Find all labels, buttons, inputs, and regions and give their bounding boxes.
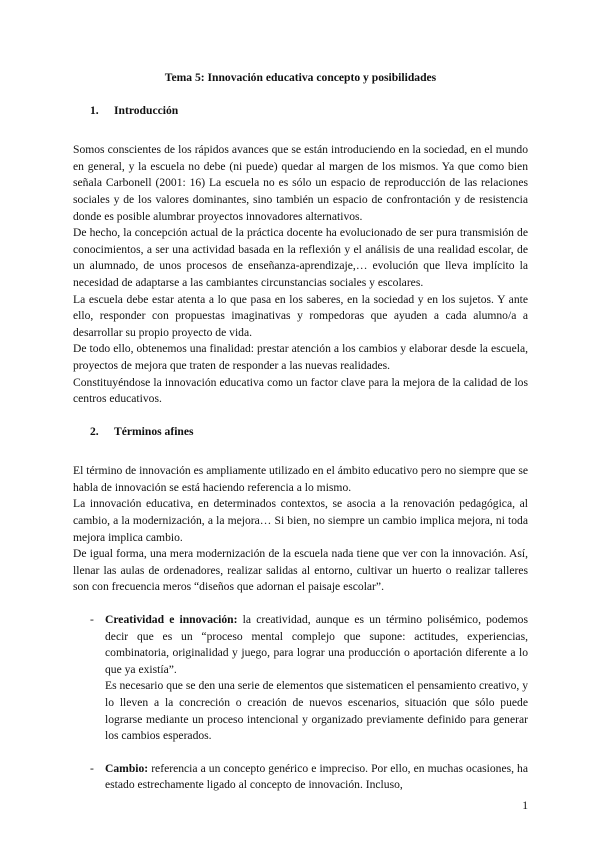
document-title: Tema 5: Innovación educativa concepto y posibilidades: [164, 71, 437, 84]
paragraph: El término de innovación es ampliamente utilizado en el ámbito educativo pero no siempre que se habla de innovación se está haciendo referencia a lo mismo.: [73, 464, 528, 494]
section-number: 2.: [90, 424, 99, 438]
bullet-cambio: [73, 761, 528, 794]
bullet-text: [105, 612, 528, 678]
bullet-dash: -: [90, 613, 94, 627]
bullet-text: [105, 761, 528, 794]
bullet-extra: Es necesario que se den una serie de elementos que sistematicen el pensamiento creativo, y lo lleven a la concreción o creación de nuevos escenarios, situación que sólo puede lograrse mediante un proceso intencional y organizado previamente definido para generar los cambios esperados.: [105, 679, 528, 743]
section-heading-terminos-afines: [90, 424, 528, 441]
bullet-dash: -: [90, 761, 94, 775]
bullet-body: referencia a un concepto genérico e impreciso. Por ello, en muchas ocasiones, ha estado estrechamente ligado al concepto de innovación. Incluso,: [105, 761, 528, 792]
paragraph: Constituyéndose la innovación educativa como un factor clave para la mejora de la calidad de los centros educativos.: [73, 375, 528, 406]
bullet-creatividad: [73, 612, 528, 745]
page-number: 1: [522, 799, 528, 812]
bullet-body: la creatividad, aunque es un término polisémico, podemos decir que es un “proceso mental complejo que supone: actitudes, experiencias, combinatoria, originalidad y juego, para lograr una producción o aportación diferente a lo que ya existía”.: [105, 613, 528, 676]
section-number: 1.: [90, 103, 99, 117]
paragraph: De todo ello, obtenemos una finalidad: prestar atención a los cambios y elaborar desde la escuela, proyectos de mejora que traten de responder a las nuevas realidades.: [73, 342, 528, 372]
section-title: Introducción: [114, 103, 179, 117]
paragraph: Somos conscientes de los rápidos avances que se están introduciendo en la sociedad, en el mundo en general, y la escuela no debe (ni puede) quedar al margen de los mismos. Ya que como bien señala Carbonell (2001: 16) La escuela no es sólo un espacio de reproducción de las relaciones sociales y de los valores dominantes, sino también un espacio de confrontación y de resistencia donde es posible alumbrar proyectos innovadores alternativos.: [73, 143, 528, 223]
section-heading-introduccion: [90, 103, 528, 120]
paragraph: De igual forma, una mera modernización de la escuela nada tiene que ver con la innovación. Así, llenar las aulas de ordenadores, realizar salidas al entorno, cultivar un huerto o realizar talleres son con frecuencia meros “diseños que adornan el paisaje escolar”.: [73, 547, 528, 594]
bullet-term: Cambio:: [105, 761, 149, 775]
bullet-term: Creatividad e innovación:: [105, 613, 238, 627]
document-page: [73, 70, 528, 794]
paragraph: La innovación educativa, en determinados contextos, se asocia a la renovación pedagógica, al cambio, a la modernización, a la mejora… Si bien, no siempre un cambio implica mejora, ni toda mejora implica cambio.: [73, 497, 528, 544]
paragraph: De hecho, la concepción actual de la práctica docente ha evolucionado de ser pura transmisión de conocimientos, a ser una actividad basada en la reflexión y el análisis de una realidad escolar, de un alumnado, de unos procesos de enseñanza-aprendizaje,… evolución que lleva implícito la necesidad de adaptarse a las cambiantes circunstancias sociales y escolares.: [73, 226, 528, 289]
paragraph: La escuela debe estar atenta a lo que pasa en los saberes, en la sociedad y en los sujetos. Y ante ello, responder con propuestas imaginativas y rompedoras que ayuden a cada alumno/a a desarrollar su propio proyecto de vida.: [73, 292, 528, 339]
section-title: Términos afines: [114, 424, 194, 438]
